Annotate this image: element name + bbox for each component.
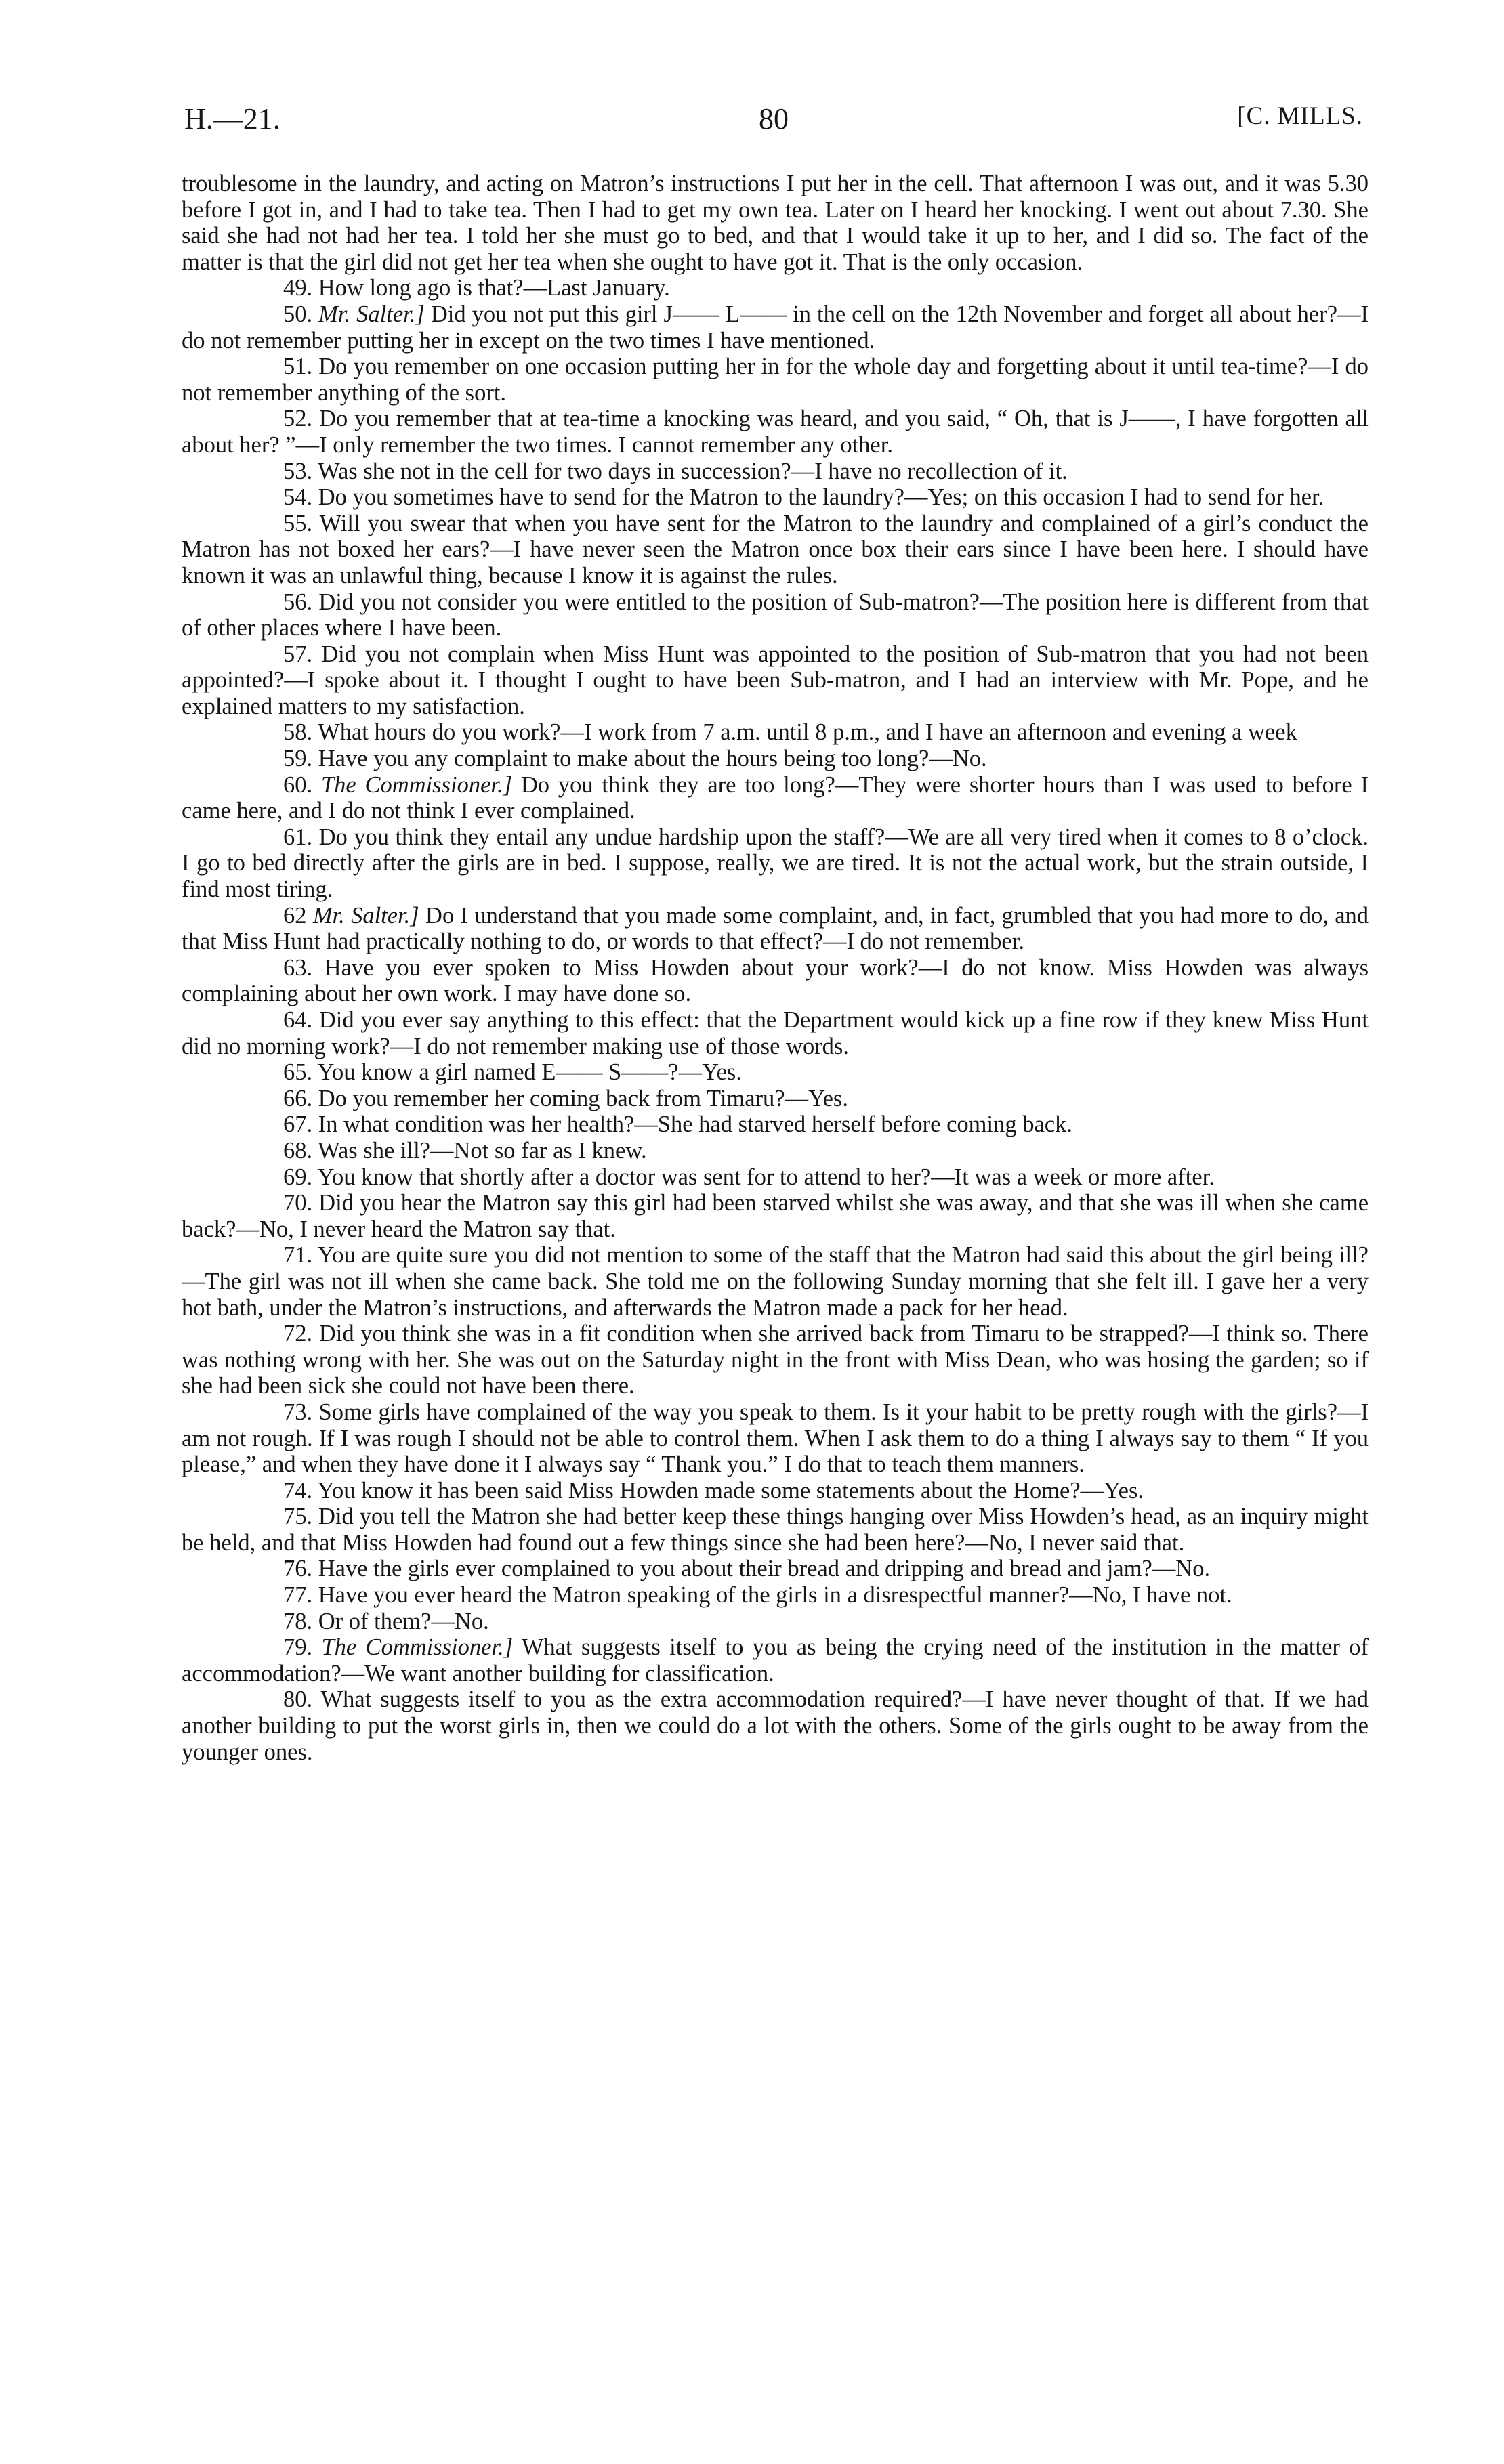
question-number: 78.: [283, 1608, 313, 1634]
question-answer-text: In what condition was her health?—She had starved herself before coming back.: [318, 1111, 1072, 1138]
qa-paragraph: [182, 1609, 1369, 1635]
qa-paragraph: [182, 1111, 1369, 1138]
opening-paragraph: troublesome in the laundry, and acting on Matron’s instructions I put her in the cell. That afternoon I was out, and it was 5.30 before I got in, and I had to take tea. Then I had to get my own tea. Later on I heard her knocking. I went out about 7.30. She said she had not had her tea. I told her she must go to bed, and that I would take it up to her, and I did so. The fact of the matter is that the girl did not get her tea when she ought to have got it. That is the only occasion.: [182, 171, 1369, 275]
question-number: 69.: [283, 1164, 313, 1190]
question-answer-text: Was she ill?—Not so far as I knew.: [318, 1137, 647, 1164]
speaker-label: Mr. Salter.]: [312, 902, 419, 929]
qa-paragraph: [182, 1059, 1369, 1086]
qa-paragraph: [182, 301, 1369, 354]
qa-paragraph: [182, 746, 1369, 772]
question-answer-text: Do you remember on one occasion putting her in for the whole day and forgetting about it until tea-time?—I do not remember anything of the sort.: [182, 354, 1369, 406]
question-number: 68.: [283, 1137, 313, 1164]
question-answer-text: Some girls have complained of the way you speak to them. Is it your habit to be pretty rough with the girls?—I am not rough. If I was rough I should not be able to control them. When I ask them to do a thing I always say to them “ If you please,” and when they have done it I always say “ Thank you.” I do that to teach them manners.: [182, 1399, 1369, 1478]
question-answer-text: Did you hear the Matron say this girl had been starved whilst she was away, and that she was ill when she came back?—No, I never heard the Matron say that.: [182, 1190, 1369, 1242]
question-answer-text: You know a girl named E—— S——?—Yes.: [317, 1059, 742, 1086]
question-answer-text: Did you not consider you were entitled to the position of Sub-matron?—The position here is different from that of other places where I have been.: [182, 589, 1369, 641]
question-number: 53.: [283, 458, 313, 484]
question-answer-text: Have you ever heard the Matron speaking of the girls in a disrespectful manner?—No, I have not.: [318, 1582, 1232, 1609]
question-number: 59.: [283, 746, 313, 772]
qa-paragraph: [182, 1582, 1369, 1609]
page-number: 80: [759, 102, 789, 135]
document-body: [182, 171, 1369, 1765]
qa-paragraph: [182, 354, 1369, 406]
question-number: 62: [283, 902, 307, 929]
qa-paragraph: [182, 1321, 1369, 1399]
question-number: 67.: [283, 1111, 313, 1138]
question-answer-text: What suggests itself to you as the extra accommodation required?—I have never thought of that. If we had another building to put the worst girls in, then we could do a lot with the others. Some of the girls ought to be away from the younger ones.: [182, 1686, 1369, 1765]
speaker-label: The Commissioner.]: [320, 771, 513, 798]
qa-paragraph: [182, 406, 1369, 458]
qa-paragraph: [182, 1478, 1369, 1504]
question-number: 66.: [283, 1085, 313, 1111]
question-answer-text: Do you sometimes have to send for the Matron to the laundry?—Yes; on this occasion I had to send for her.: [318, 484, 1324, 511]
qa-paragraph: [182, 511, 1369, 589]
qa-paragraph: [182, 484, 1369, 511]
question-answer-text: Did you not put this girl J—— L—— in the cell on the 12th November and forget all about her?—I do not remember putting her in except on the two times I have mentioned.: [182, 301, 1369, 354]
question-answer-text: Did you think she was in a fit condition when she arrived back from Timaru to be strapped?—I think so. There was nothing wrong with her. She was out on the Saturday night in the front with Miss Dean, who was hosing the garden; so if she had been sick she could not have been there.: [182, 1321, 1369, 1399]
qa-paragraph: [182, 1086, 1369, 1112]
question-answer-text: Did you tell the Matron she had better keep these things hanging over Miss Howden’s head, as an inquiry might be held, and that Miss Howden had found out a few things since she had been here?—No, I never said that.: [182, 1504, 1369, 1556]
question-answer-text: Or of them?—No.: [318, 1608, 489, 1634]
question-number: 73.: [283, 1399, 313, 1425]
question-number: 58.: [283, 719, 313, 746]
question-answer-text: What hours do you work?—I work from 7 a.m. until 8 p.m., and I have an afternoon and evening a week: [318, 719, 1297, 746]
question-number: 80.: [283, 1686, 313, 1713]
qa-paragraph: [182, 772, 1369, 824]
page-header: [184, 102, 1363, 142]
qa-paragraph: [182, 275, 1369, 301]
question-number: 71.: [283, 1242, 313, 1269]
question-number: 63.: [283, 954, 313, 981]
qa-paragraph: [182, 1686, 1369, 1765]
question-number: 64.: [283, 1007, 313, 1033]
paper-reference: H.—21.: [184, 102, 280, 135]
question-number: 74.: [283, 1477, 313, 1504]
qa-paragraph: [182, 459, 1369, 485]
question-number: 79.: [283, 1634, 313, 1661]
question-number: 76.: [283, 1556, 313, 1582]
speaker-label: Mr. Salter.]: [318, 301, 425, 327]
question-number: 70.: [283, 1190, 313, 1216]
question-answer-text: Have you ever spoken to Miss Howden about your work?—I do not know. Miss Howden was always complaining about her own work. I may have done so.: [182, 954, 1369, 1007]
qa-paragraph: [182, 1556, 1369, 1582]
question-answer-text: Do you remember that at tea-time a knocking was heard, and you said, “ Oh, that is J——, I have forgotten all about her? ”—I only remember the two times. I cannot remember any other.: [182, 406, 1369, 458]
qa-paragraph: [182, 589, 1369, 641]
question-number: 57.: [283, 641, 313, 667]
question-answer-text: Was she not in the cell for two days in succession?—I have no recollection of it.: [318, 458, 1068, 484]
qa-paragraph: [182, 1399, 1369, 1478]
qa-paragraph: [182, 955, 1369, 1007]
question-number: 61.: [283, 824, 313, 850]
question-answer-text: You are quite sure you did not mention to some of the staff that the Matron had said this about the girl being ill?—The girl was not ill when she came back. She told me on the following Sunday morning that she felt ill. I gave her a very hot bath, under the Matron’s instructions, and afterwards the Matron made a pack for her head.: [182, 1242, 1369, 1321]
question-number: 75.: [283, 1504, 313, 1530]
question-number: 72.: [283, 1321, 313, 1347]
question-answer-text: Have the girls ever complained to you about their bread and dripping and bread and jam?—No.: [318, 1556, 1211, 1582]
qa-paragraph: [182, 1164, 1369, 1191]
question-answer-text: Did you not complain when Miss Hunt was appointed to the position of Sub-matron that you had not been appointed?—I spoke about it. I thought I ought to have been Sub-matron, and I had an interview with Mr. Pope, and he explained matters to my satisfaction.: [182, 641, 1369, 719]
question-number: 65.: [283, 1059, 313, 1086]
question-number: 52.: [283, 406, 313, 432]
qa-paragraph: [182, 1634, 1369, 1686]
question-answer-text: Do you think they entail any undue hardship upon the staff?—We are all very tired when it comes to 8 o’clock. I go to bed directly after the girls are in bed. I suppose, really, we are tired. It is not the actual work, but the strain outside, I find most tiring.: [182, 824, 1369, 903]
qa-paragraph: [182, 903, 1369, 955]
question-number: 55.: [283, 510, 313, 536]
question-answer-text: Did you ever say anything to this effect: that the Department would kick up a fine row if they knew Miss Hunt did no morning work?—I do not remember making use of those words.: [182, 1007, 1369, 1059]
qa-paragraph: [182, 824, 1369, 903]
qa-paragraph: [182, 641, 1369, 720]
question-number: 50.: [283, 301, 313, 327]
qa-paragraph: [182, 1242, 1369, 1321]
qa-paragraph: [182, 719, 1369, 746]
witness-name: [C. MILLS.: [1237, 102, 1363, 130]
question-answer-text: What suggests itself to you as being the crying need of the institution in the matter of accommodation?—We want another building for classification.: [182, 1634, 1369, 1686]
question-answer-text: Will you swear that when you have sent for the Matron to the laundry and complained of a girl’s conduct the Matron has not boxed her ears?—I have never seen the Matron once box their ears since I have been here. I should have known it was an unlawful thing, because I know it is against the rules.: [182, 510, 1369, 589]
question-number: 49.: [283, 275, 313, 301]
question-answer-text: How long ago is that?—Last January.: [318, 275, 670, 301]
question-number: 54.: [283, 484, 313, 511]
question-answer-text: Have you any complaint to make about the hours being too long?—No.: [318, 746, 987, 772]
question-answer-text: You know it has been said Miss Howden made some statements about the Home?—Yes.: [317, 1477, 1144, 1504]
question-answer-text: Do you remember her coming back from Timaru?—Yes.: [318, 1085, 848, 1111]
qa-paragraph: [182, 1190, 1369, 1242]
question-number: 77.: [283, 1582, 313, 1609]
question-answer-text: You know that shortly after a doctor was sent for to attend to her?—It was a week or more after.: [317, 1164, 1215, 1190]
question-answer-text: Do you think they are too long?—They were shorter hours than I was used to before I came here, and I do not think I ever complained.: [182, 771, 1369, 824]
qa-paragraph: [182, 1504, 1369, 1556]
question-number: 60.: [283, 771, 313, 798]
speaker-label: The Commissioner.]: [321, 1634, 514, 1661]
question-number: 56.: [283, 589, 313, 615]
qa-paragraph: [182, 1138, 1369, 1164]
question-number: 51.: [283, 354, 313, 380]
question-answer-text: Do I understand that you made some complaint, and, in fact, grumbled that you had more to do, and that Miss Hunt had practically nothing to do, or words to that effect?—I do not remember.: [182, 902, 1369, 955]
qa-paragraph: [182, 1007, 1369, 1059]
